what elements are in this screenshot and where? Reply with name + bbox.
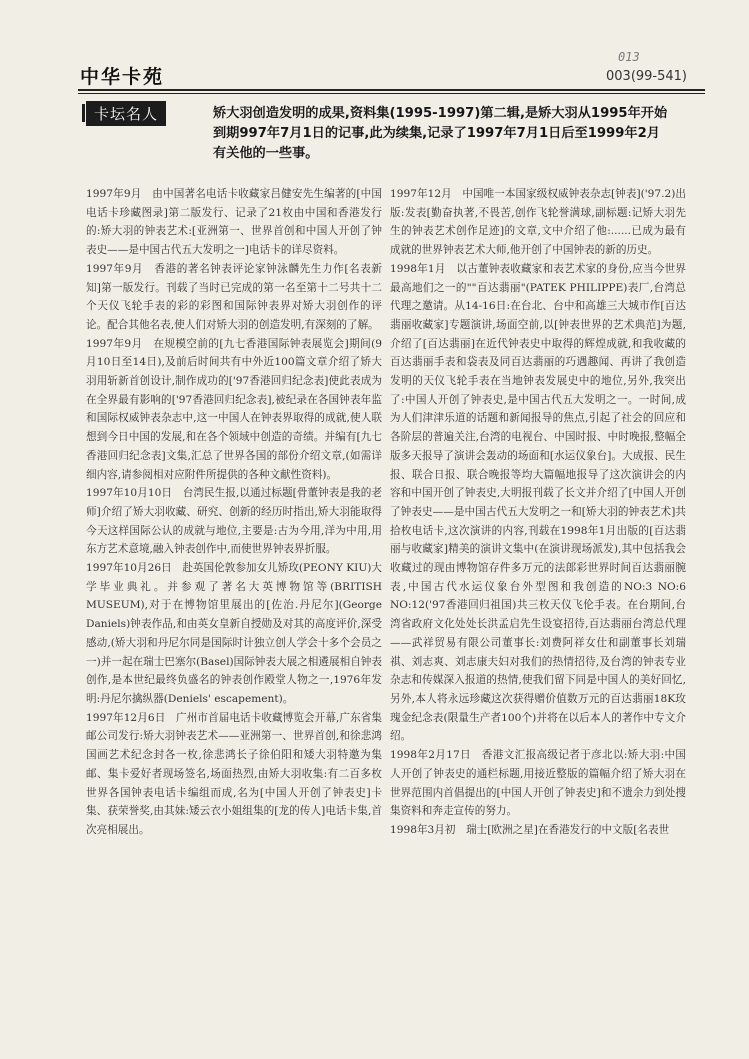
chronicle-entry: 1997年9月 在规模空前的[九七香港国际钟表展览会]期间(9月10日至14日),及前后时间共有中外近100篇文章介绍了矫大羽用斩新首创设计,制作成功的['97香港回归纪念表]使此表成为在全界最有影响的['97香港回归纪念表],被纪录在各国钟表年监和国际权威钟表杂志中,这一中国人在钟表界取得的成就,使人联想到今日中国的发展,和在各个领域中创造的奇绩。并编有[九七香港回归纪念表]文集,汇总了世界各国的部份介绍文章,(如需详细内容,请参阅相对应附件所提供的各种文献性资料)。 xyxy=(86,337,382,481)
chronicle-entry: 1998年2月17日 香港文汇报高级记者于彦北以:矫大羽:中国人开创了钟表史的通栏标题,用接近整版的篇幅介绍了矫大羽在世界范围内首倡提出的[中国人开创了钟表史]和不遗余力到处搜集资料和奔走宣传的努力。 xyxy=(390,749,686,818)
chronicle-entry: 1998年1月 以古董钟表收藏家和表艺术家的身份,应当今世界最高地们之一的""百达翡丽"(PATEK PHILIPPE)表厂,台湾总代理之邀请。从14-16日:在台北、台中和高雄三大城市作[百达翡丽收藏家]专题演讲,场面空前,以[钟表世界的艺术典范]为题,介绍了[百达翡丽]在近代钟表史中取得的辉煌成就,和我收藏的百达翡丽手表和袋表及同百达翡丽的巧遇趣闻、再讲了我创造发明的天仪飞轮手表在当地钟表发展史中的地位,另外,我突出了:中国人开创了钟表史,是中国古代五大发明之一。一时间,成为人们津津乐道的话题和新闻报导的焦点,引起了社会的回应和各阶层的普遍关注,台湾的电视台、中国时报、中时晚报,整幅全版多天报导了演讲会轰动的场面和[水运仪象台]。大成报、民生报、联合日报、联合晚报等均大篇幅地报导了这次演讲会的内容和中国开创了钟表史,大明报刊载了长文并介绍了[中国人开创了钟表史——是中国古代五大发明之一和[矫大羽的钟表艺术]共拾枚电话卡,这次演讲的内容,刊载在1998年1月出版的[百达翡丽与收藏家]精美的演讲文集中(在演讲现场派发),其中包括我会收藏过的现由博物馆存件多万元的法郎彩世界时间百达翡丽腕表,中国古代水运仪象台外型图和我创造的NO:3 NO:6 NO:12('97香港回归祖国)共三枚天仪飞伦手表。在台期间,台湾省政府文化处处长洪孟启先生设宴招待,百达翡丽台湾总代理——武祥贸易有限公司董事长:刘费阿祥女仕和副董事长刘瑞祺、刘志爽、刘志康夫妇对我们的热情招待,及台湾的钟表专业杂志和传媒深入报道的热情,使我们留下同是中国人的美好回忆,另外,本人将永远珍藏这次获得赠价值数万元的百达翡丽18K玫瑰金纪念表(限量生产者100个)并将在以后本人的著作中专文介绍。 xyxy=(390,262,686,743)
page-code: 003(99-541) xyxy=(606,69,688,84)
chronicle-entry: 1997年10月26日 赴英国伦敦参加女儿矫玫(PEONY KIU)大学毕业典礼。并参观了著名大英博物馆等(BRITISH MUSEUM),对于在博物馆里展出的[佐治.丹尼尔](George Daniels)钟表作品,和由英女皇新自授勋及对其的高度评价,深受感动,(矫大羽和丹尼尔同是国际时计独立创人学会十多个会员之一)并一起在瑞士巴塞尔(Basel)国际钟表大展之相遴展相自钟表创作,是本世纪最终负盛名的钟表创作殿堂人物之一,1976年发明:丹尼尔擒纵器(Deniels' escapement)。 xyxy=(86,562,382,705)
intro-text: 矫大羽创造发明的成果,资料集(1995-1997)第二辑,是矫大羽从1995年开始到期997年7月1日的记事,此为续集,记录了1997年7月1日后至1999年2月有关他的一些事。 xyxy=(213,106,668,161)
section-label: 卡坛名人 xyxy=(86,101,166,126)
chronicle-entry: 1997年9月 由中国著名电话卡收藏家吕健安先生编著的[中国电话卡珍藏图录]第二版发行、记录了21枚由中国和香港发行的:矫大羽的钟表艺术:[亚洲第一、世界首创和中国人开创了钟表史——是中国古代五大发明之一]电话卡的详尽资料。 xyxy=(86,188,382,257)
chronicle-entry: 1997年12月6日 广州市首届电话卡收藏博览会开幕,广东省集邮公司发行:矫大羽钟表艺术——亚洲第一、世界首创,和徐悲鸿国画艺术纪念封各一枚,徐悲鸿长子徐伯阳和矮大羽特邀为集邮、集卡爱好者现场签名,场面热烈,由矫大羽收集:有二百多枚世界各国钟表电话卡编组而成,名为[中国人开创了钟表史]卡集、获荣誉奖,由其妹:矮云衣小姐组集的[龙的传人]电话卡集,首次亮相展出。 xyxy=(86,711,382,836)
chronicle-entry: 1997年12月 中国唯一本国家级权威钟表杂志[钟表]('97.2)出版:发表[勤奋执著,不畏苦,创作飞轮誉满球,副标题:记矫大羽先生的钟表艺术创作足迹]的文章,文中介绍了他:......已成为最有成就的世界钟表艺术大师,他开创了中国钟表的新的历史。 xyxy=(390,188,686,257)
header-rule-thick xyxy=(78,89,705,91)
chronicle-entry: 1997年10月10日 台湾民生报,以通过标题[骨董钟表是我的老师]介绍了矫大羽收藏、研究、创新的经历时指出,矫大羽能取得今天这样国际公认的成就与地位,主要是:古为今用,洋为中用,用东方艺术意境,融入钟表创作中,而使世界钟表界折服。 xyxy=(86,487,382,556)
left-column xyxy=(86,185,382,840)
handwritten-note: 013 xyxy=(618,50,640,64)
magazine-title: 中华卡苑 xyxy=(80,66,165,88)
header-rule-thin xyxy=(78,93,705,94)
right-column xyxy=(390,185,686,840)
chronicle-entry: 1997年9月 香港的著名钟表评论家钟泳麟先生力作[名表新知]第一版发行。刊载了当时已完成的第一名至第十二号共十二个天仪飞轮手表的彩的彩图和国际钟表界对矫大羽创作的评论。配合其他名表,使人们对矫大羽的创造发明,有深刻的了解。 xyxy=(86,262,382,331)
chronicle-entry: 1998年3月初 瑞士[欧洲之星]在香港发行的中文版[名表世 xyxy=(390,823,670,836)
